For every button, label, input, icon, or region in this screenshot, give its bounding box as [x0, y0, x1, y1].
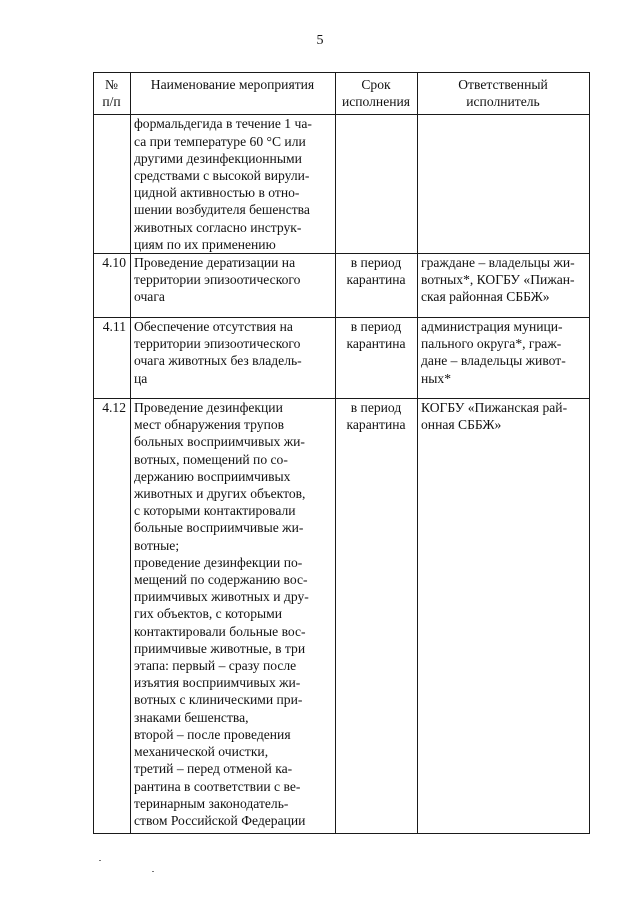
responsible-executor-line: администрация муници-: [421, 319, 563, 335]
header-num: № п/п: [94, 73, 131, 115]
measure-name: [131, 399, 336, 834]
table-row: [94, 318, 590, 399]
measure-name-line: животных согласно инструк-: [134, 219, 302, 235]
measure-name-line: больные восприимчивые жи-: [134, 520, 304, 536]
scan-speck: [152, 871, 154, 872]
table-row: [94, 115, 590, 254]
measure-name-line: животных и других объектов,: [134, 486, 306, 502]
measure-name-line: третий – перед отменой ка-: [134, 761, 293, 777]
measure-name-line: теринарным законодатель-: [134, 795, 289, 811]
measure-name-line: очага животных без владель-: [134, 353, 302, 369]
measure-name-line: территории эпизоотического: [134, 272, 301, 288]
responsible-executor-line: ных*: [421, 370, 452, 386]
execution-term-line: в период: [350, 319, 402, 335]
measure-name-line: вотные;: [134, 537, 180, 553]
measure-name-line: рантина в соответствии с ве-: [134, 778, 301, 794]
measure-name-line: проведение дезинфекции по-: [134, 554, 303, 570]
header-responsible: Ответственный исполнитель: [418, 73, 590, 115]
measure-name-line: вотных с клиническими при-: [134, 692, 303, 708]
measure-name: [131, 254, 336, 318]
measure-name-line: Проведение дератизации на: [134, 255, 296, 271]
execution-term-line: карантина: [346, 336, 406, 352]
page-number: 5: [316, 33, 324, 48]
responsible-executor: [418, 115, 590, 254]
measure-name-line: больных восприимчивых жи-: [134, 434, 305, 450]
row-number: 4.12: [94, 399, 131, 834]
execution-term: [336, 254, 418, 318]
table-row: [94, 399, 590, 834]
responsible-executor-line: вотных*, КОГБУ «Пижан-: [421, 272, 575, 288]
measure-name-line: ством Российской Федерации: [134, 812, 306, 828]
measure-name-line: второй – после проведения: [134, 726, 291, 742]
execution-term: [336, 115, 418, 254]
row-number: 4.11: [94, 318, 131, 399]
measures-table: [93, 72, 590, 834]
measure-name-line: вотных, помещений по со-: [134, 451, 288, 467]
measure-name: [131, 115, 336, 254]
measure-name-line: гих объектов, с которыми: [134, 606, 283, 622]
responsible-executor-line: дане – владельцы живот-: [421, 353, 566, 369]
responsible-executor-line: онная СББЖ»: [421, 417, 502, 433]
measure-name-line: территории эпизоотического: [134, 336, 301, 352]
measure-name-line: средствами с высокой вирули-: [134, 168, 310, 184]
responsible-executor-line: пального округа*, граж-: [421, 336, 562, 352]
execution-term-line: в период: [350, 400, 402, 416]
measure-name-line: приимчивых животных и дру-: [134, 589, 309, 605]
responsible-executor-line: граждане – владельцы жи-: [421, 255, 575, 271]
responsible-executor: [418, 254, 590, 318]
measure-name-line: знаками бешенства,: [134, 709, 249, 725]
measure-name-line: изъятия восприимчивых жи-: [134, 675, 301, 691]
measure-name-line: механической очистки,: [134, 744, 269, 760]
responsible-executor: [418, 399, 590, 834]
responsible-executor: [418, 318, 590, 399]
measure-name-line: шении возбудителя бешенства: [134, 202, 310, 218]
measure-name-line: мещений по содержанию вос-: [134, 572, 308, 588]
measure-name-line: очага: [134, 289, 165, 305]
table-row: [94, 254, 590, 318]
measure-name-line: держанию восприимчивых: [134, 468, 291, 484]
responsible-executor-line: КОГБУ «Пижанская рай-: [421, 400, 568, 416]
measure-name-line: с которыми контактировали: [134, 503, 296, 519]
measure-name: [131, 318, 336, 399]
measure-name-line: Проведение дезинфекции: [134, 400, 283, 416]
measure-name-line: этапа: первый – сразу после: [134, 658, 297, 674]
row-number: [94, 115, 131, 254]
scan-speck: [99, 860, 101, 861]
header-name: Наименование мероприятия: [131, 73, 336, 115]
execution-term: [336, 399, 418, 834]
header-term: Срок исполнения: [336, 73, 418, 115]
row-number: 4.10: [94, 254, 131, 318]
table-header-row: [94, 73, 590, 115]
measure-name-line: формальдегида в течение 1 ча-: [134, 116, 312, 132]
measure-name-line: цидной активностью в отно-: [134, 185, 300, 201]
measure-name-line: приимчивые животные, в три: [134, 640, 306, 656]
measure-name-line: мест обнаружения трупов: [134, 417, 285, 433]
measure-name-line: ца: [134, 370, 148, 386]
execution-term-line: карантина: [346, 417, 406, 433]
measure-name-line: са при температуре 60 °С или: [134, 133, 306, 149]
execution-term: [336, 318, 418, 399]
measure-name-line: Обеспечение отсутствия на: [134, 319, 293, 335]
measure-name-line: контактировали больные вос-: [134, 623, 306, 639]
measure-name-line: циям по их применению: [134, 236, 276, 252]
measure-name-line: другими дезинфекционными: [134, 150, 302, 166]
execution-term-line: в период: [350, 255, 402, 271]
responsible-executor-line: ская районная СББЖ»: [421, 289, 550, 305]
execution-term-line: карантина: [346, 272, 406, 288]
